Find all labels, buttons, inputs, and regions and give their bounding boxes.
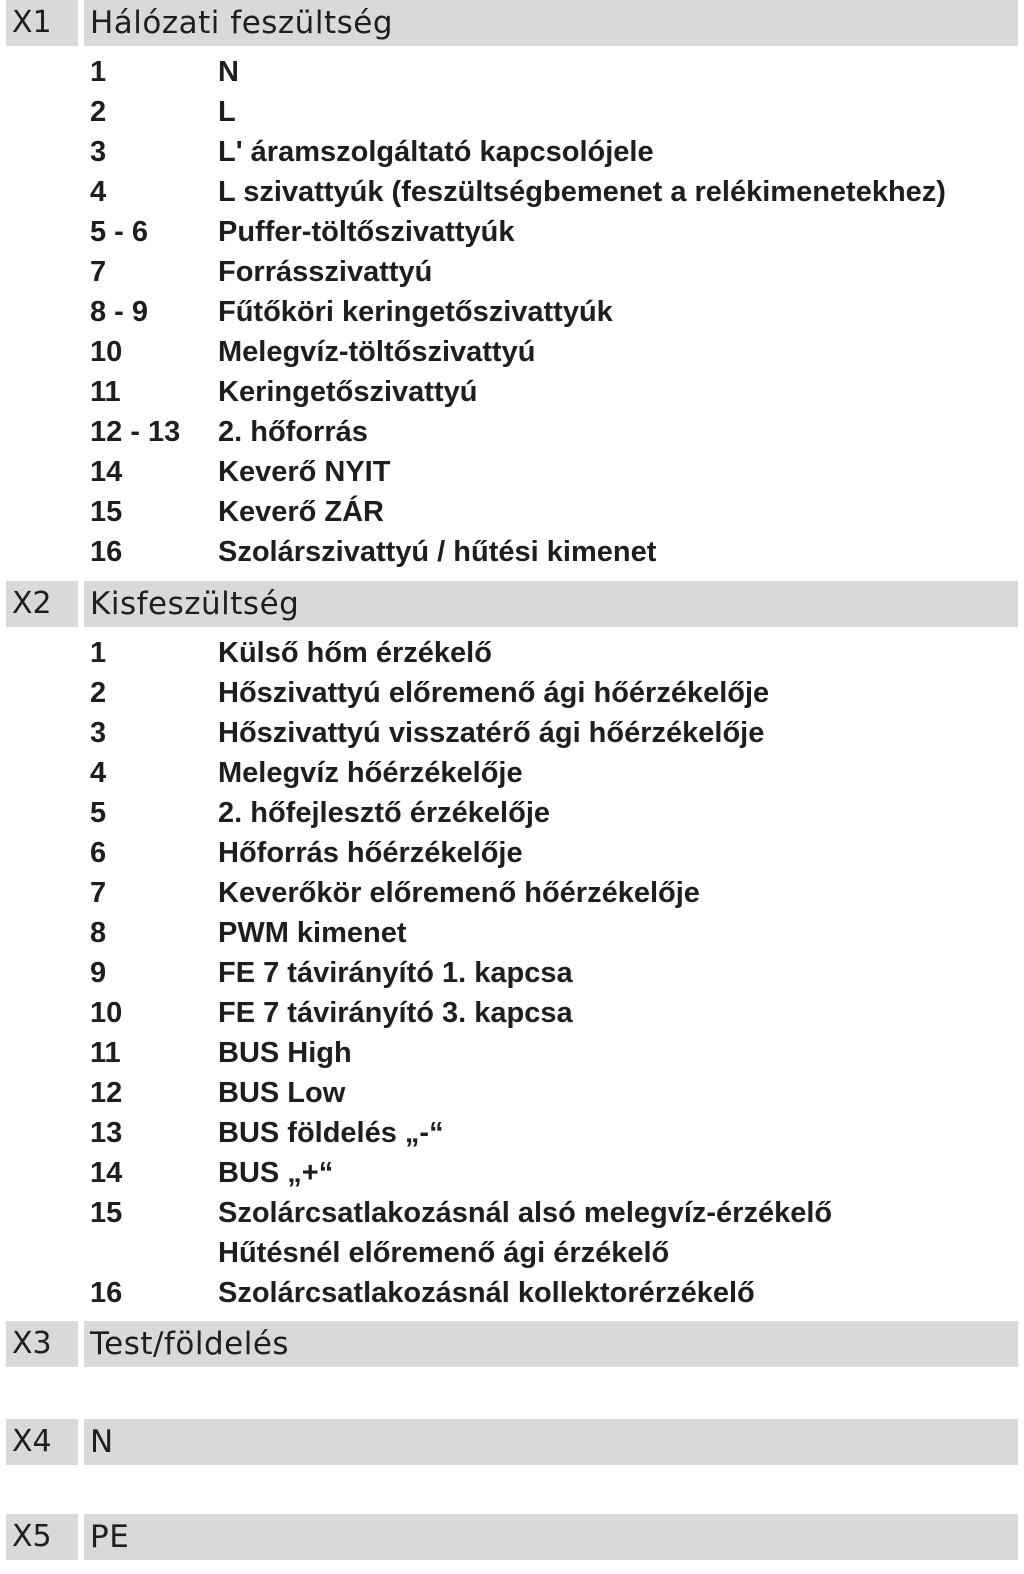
pin-row [0,1073,1024,1113]
pin-row [0,1033,1024,1073]
pin-number: 1 [90,56,107,88]
pin-number: 8 - 9 [90,296,149,328]
pin-number: 4 [90,176,107,208]
pin-description: Külső hőm érzékelő [218,637,492,669]
pin-description: Szolárcsatlakozásnál kollektorérzékelő [218,1277,755,1309]
section-header [0,1419,1024,1465]
pin-number: 9 [90,957,107,989]
pin-description: L szivattyúk (feszültségbemenet a relékimenetekhez) [218,176,946,208]
section-title: PE [84,1514,1018,1560]
pin-description: Hőszivattyú visszatérő ági hőérzékelője [218,717,765,749]
pin-number: 10 [90,336,123,368]
pin-row [0,92,1024,132]
section-title: Test/földelés [84,1321,1018,1367]
pin-description: Keverő NYIT [218,456,391,488]
section-header [0,1514,1024,1560]
pin-number: 2 [90,96,107,128]
pin-description: L [218,96,236,128]
pin-row [0,1273,1024,1313]
pin-description: N [218,56,239,88]
pin-number: 5 - 6 [90,216,149,248]
pin-row [0,1113,1024,1153]
pin-description: PWM kimenet [218,917,407,949]
pin-description: Keverő ZÁR [218,496,384,528]
pin-row [0,753,1024,793]
pin-row [0,412,1024,452]
pin-number: 14 [90,1157,123,1189]
pin-row [0,673,1024,713]
pin-description: 2. hőfejlesztő érzékelője [218,797,551,829]
pin-row [0,833,1024,873]
pin-number: 3 [90,717,107,749]
terminal-code: X1 [6,0,78,46]
pin-number: 6 [90,837,107,869]
pin-description: Forrásszivattyú [218,256,433,288]
pin-row [0,1233,1024,1273]
pin-row [0,953,1024,993]
pin-number: 11 [90,1037,121,1069]
pin-number: 8 [90,917,107,949]
pin-row [0,292,1024,332]
pin-row [0,372,1024,412]
pin-number: 13 [90,1117,123,1149]
pin-description: BUS „+“ [218,1157,334,1189]
section-header [0,581,1024,627]
pin-number: 7 [90,877,107,909]
pin-row [0,492,1024,532]
pin-description: BUS Low [218,1077,346,1109]
pin-row [0,532,1024,572]
section-title: N [84,1419,1018,1465]
terminal-code: X4 [6,1419,78,1465]
pin-number: 16 [90,536,123,568]
pin-row [0,1153,1024,1193]
pin-description: Keringetőszivattyú [218,376,478,408]
pin-row [0,212,1024,252]
pin-description: Puffer-töltőszivattyúk [218,216,515,248]
pin-row [0,252,1024,292]
pin-description: Fűtőköri keringetőszivattyúk [218,296,613,328]
pin-description: Hőszivattyú előremenő ági hőérzékelője [218,677,770,709]
pin-number: 2 [90,677,107,709]
pin-number: 4 [90,757,107,789]
pin-row [0,172,1024,212]
pin-number: 1 [90,637,107,669]
pin-row [0,793,1024,833]
pin-number: 5 [90,797,107,829]
pin-description: BUS High [218,1037,352,1069]
pin-description: BUS földelés „-“ [218,1117,444,1149]
terminal-code: X2 [6,581,78,627]
pin-description: L' áramszolgáltató kapcsolójele [218,136,654,168]
terminal-code: X3 [6,1321,78,1367]
pin-row [0,452,1024,492]
pin-description: Hőforrás hőérzékelője [218,837,523,869]
pin-row [0,993,1024,1033]
pin-description: Melegvíz hőérzékelője [218,757,523,789]
section-title: Hálózati feszültség [84,0,1018,46]
terminal-code: X5 [6,1514,78,1560]
section-header [0,0,1024,46]
pin-row [0,332,1024,372]
pin-number: 15 [90,496,123,528]
pin-number: 16 [90,1277,123,1309]
pin-number: 12 [90,1077,123,1109]
pin-number: 12 - 13 [90,416,181,448]
pin-description: Keverőkör előremenő hőérzékelője [218,877,700,909]
pin-description: 2. hőforrás [218,416,368,448]
pin-description: Melegvíz-töltőszivattyú [218,336,536,368]
pin-number: 7 [90,256,107,288]
pin-row [0,713,1024,753]
pin-row [0,132,1024,172]
section-header [0,1321,1024,1367]
pin-number: 10 [90,997,123,1029]
pin-row [0,1193,1024,1233]
pin-row [0,633,1024,673]
pin-row [0,913,1024,953]
pin-number: 11 [90,376,121,408]
pin-number: 3 [90,136,107,168]
pin-row [0,873,1024,913]
pin-description: FE 7 távirányító 3. kapcsa [218,997,573,1029]
section-title: Kisfeszültség [84,581,1018,627]
pin-row [0,52,1024,92]
pin-description: Szolárcsatlakozásnál alsó melegvíz-érzékelő [218,1197,833,1229]
pin-number: 14 [90,456,123,488]
pin-description: FE 7 távirányító 1. kapcsa [218,957,573,989]
pin-description: Szolárszivattyú / hűtési kimenet [218,536,657,568]
pin-number: 15 [90,1197,123,1229]
pin-description: Hűtésnél előremenő ági érzékelő [218,1237,670,1269]
